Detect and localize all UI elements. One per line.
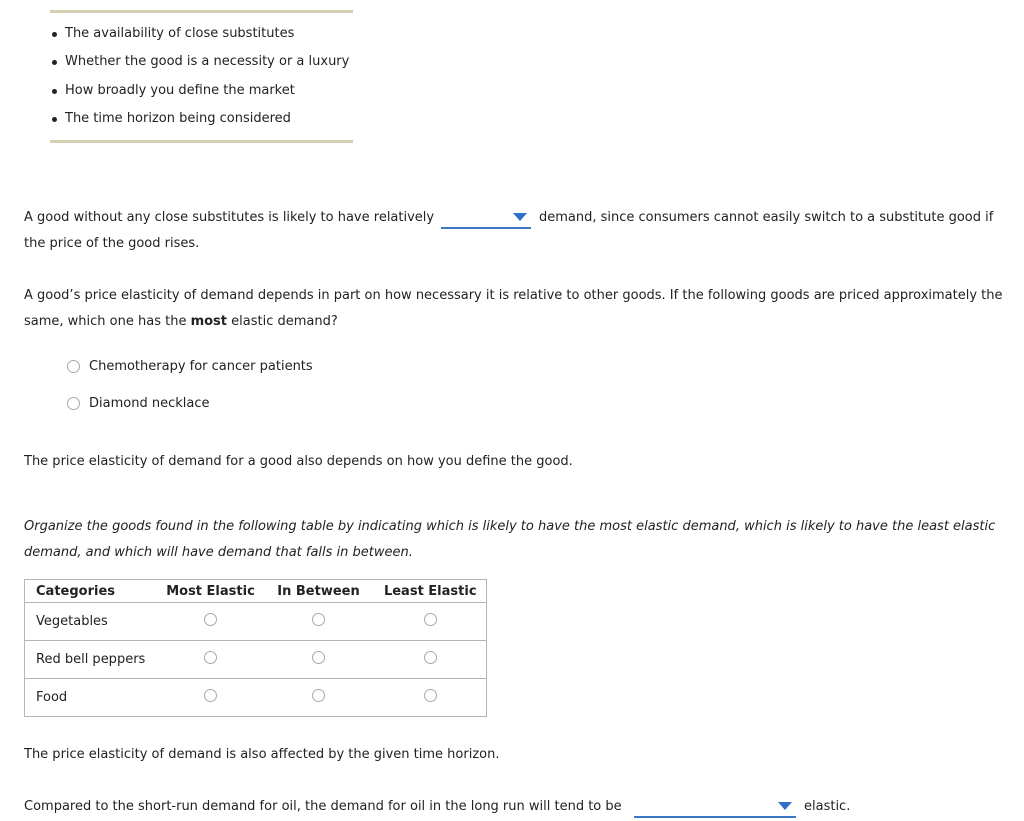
- q4-dropdown[interactable]: [634, 798, 796, 818]
- header-in-between: In Between: [263, 580, 375, 603]
- radio-most-elastic[interactable]: [204, 689, 217, 702]
- radio-in-between[interactable]: [312, 651, 325, 664]
- q2-option-label: Chemotherapy for cancer patients: [89, 359, 313, 374]
- determinant-item: The availability of close substitutes: [50, 20, 349, 48]
- bottom-divider: [50, 140, 353, 143]
- q1-line2: the price of the good rises.: [24, 236, 200, 251]
- q1-text-before: A good without any close substitutes is likely to have relatively: [24, 210, 435, 225]
- top-divider: [50, 10, 353, 13]
- header-least-elastic: Least Elastic: [375, 580, 487, 603]
- q2-line2-before: same, which one has the: [24, 314, 191, 329]
- determinants-list: [50, 20, 349, 133]
- q2-line1: A good’s price elasticity of demand depends in part on how necessary it is relative to other goods. If the following goods are priced approximately the: [24, 288, 1003, 303]
- header-categories: Categories: [25, 580, 159, 603]
- radio-least-elastic[interactable]: [424, 689, 437, 702]
- radio-least-elastic[interactable]: [424, 651, 437, 664]
- radio-most-elastic[interactable]: [204, 613, 217, 626]
- q1-text-after: demand, since consumers cannot easily switch to a substitute good if: [539, 210, 994, 225]
- determinant-item: Whether the good is a necessity or a luxury: [50, 48, 349, 76]
- q4-text-before: Compared to the short-run demand for oil, the demand for oil in the long run will tend to be: [24, 799, 622, 814]
- q3-statement: The price elasticity of demand for a good also depends on how you define the good.: [24, 454, 573, 469]
- q4-statement: The price elasticity of demand is also affected by the given time horizon.: [24, 747, 500, 762]
- determinant-item: How broadly you define the market: [50, 77, 349, 105]
- chevron-down-icon: [513, 213, 527, 221]
- determinant-item: The time horizon being considered: [50, 105, 349, 133]
- radio-in-between[interactable]: [312, 613, 325, 626]
- table-row: [25, 641, 487, 679]
- q3-instruction-line2: demand, and which will have demand that falls in between.: [24, 545, 413, 560]
- row-label: Red bell peppers: [25, 641, 159, 679]
- table-row: [25, 603, 487, 641]
- row-label: Food: [25, 679, 159, 717]
- radio-button[interactable]: [67, 397, 80, 410]
- chevron-down-icon: [778, 802, 792, 810]
- q3-instruction-line1: Organize the goods found in the following table by indicating which is likely to have the most elastic demand, which is likely to have the least elastic: [24, 519, 996, 534]
- q1-dropdown[interactable]: [441, 209, 531, 229]
- q2-line2-bold: most: [190, 314, 228, 329]
- row-label: Vegetables: [25, 603, 159, 641]
- q2-line2-after: elastic demand?: [227, 314, 338, 329]
- table-header-row: [25, 580, 487, 603]
- radio-most-elastic[interactable]: [204, 651, 217, 664]
- q2-option-label: Diamond necklace: [89, 396, 210, 411]
- q2-line2: [24, 309, 338, 335]
- radio-in-between[interactable]: [312, 689, 325, 702]
- radio-least-elastic[interactable]: [424, 613, 437, 626]
- q1-line1: [24, 205, 434, 231]
- header-most-elastic: Most Elastic: [159, 580, 263, 603]
- radio-button[interactable]: [67, 360, 80, 373]
- q4-text-after: elastic.: [804, 799, 851, 814]
- table-row: [25, 679, 487, 717]
- elasticity-table: [24, 579, 487, 717]
